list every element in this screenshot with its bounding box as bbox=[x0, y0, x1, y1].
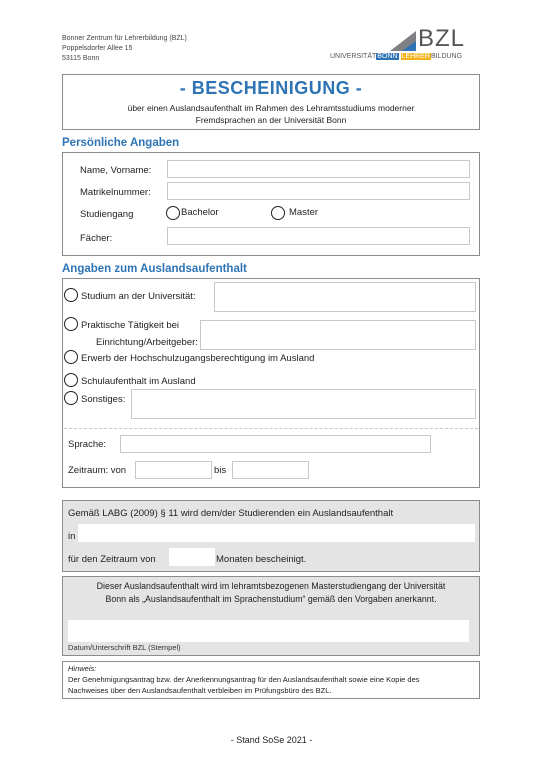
sender-address bbox=[62, 34, 187, 64]
logo-bonn: BONN bbox=[377, 53, 398, 60]
note-heading: Hinweis: bbox=[68, 664, 97, 673]
subtitle-line-1: über einen Auslandsaufenthalt im Rahmen des Lehramtsstudiums moderner bbox=[127, 103, 415, 113]
studiengang-label: Studiengang bbox=[80, 209, 134, 220]
praktisch-radio[interactable] bbox=[64, 317, 78, 331]
bachelor-radio[interactable] bbox=[166, 206, 180, 220]
zeitraum-label: Zeitraum: von bbox=[68, 465, 127, 476]
erwerb-radio[interactable] bbox=[64, 350, 78, 364]
zeitraum-bis-field[interactable] bbox=[232, 461, 309, 479]
logo-uni: UNIVERSITÄT bbox=[330, 53, 377, 60]
footer-stand: - Stand SoSe 2021 - bbox=[230, 735, 313, 745]
name-field[interactable] bbox=[167, 160, 470, 178]
faecher-label: Fächer: bbox=[80, 233, 113, 244]
matrikel-field[interactable] bbox=[167, 182, 470, 200]
zeitraum-von-field[interactable] bbox=[135, 461, 212, 479]
labg-months-field[interactable] bbox=[169, 548, 215, 566]
master-radio[interactable] bbox=[271, 206, 285, 220]
studium-radio[interactable] bbox=[64, 288, 78, 302]
abroad-heading: Angaben zum Auslandsaufenthalt bbox=[62, 263, 247, 275]
signature-label: Datum/Unterschrift BZL (Stempel) bbox=[68, 643, 181, 652]
name-label: Name, Vorname: bbox=[80, 165, 152, 176]
bachelor-label: Bachelor bbox=[181, 207, 219, 218]
praktisch-field[interactable] bbox=[200, 320, 476, 350]
labg-in-field[interactable] bbox=[78, 524, 475, 542]
praktisch-label-2: Einrichtung/Arbeitgeber: bbox=[96, 337, 198, 348]
note-line-1: Der Genehmigungsantrag bzw. der Anerkennungsantrag für den Auslandsaufenthalt sowie eine Kopie des bbox=[68, 675, 420, 684]
sonstiges-radio[interactable] bbox=[64, 391, 78, 405]
sender-line-1: Bonner Zentrum für Lehrerbildung (BZL) bbox=[62, 35, 187, 42]
sender-line-2: Poppelsdorfer Allee 15 bbox=[62, 45, 133, 52]
title-subtitle bbox=[63, 102, 479, 126]
logo-wordmark bbox=[330, 53, 462, 60]
labg-monate-label: Monaten bescheinigt. bbox=[216, 554, 307, 565]
master-text-line-2: Bonn als „Auslandsaufenthalt im Sprachenstudium“ gemäß den Vorgaben anerkannt. bbox=[105, 594, 437, 604]
praktisch-label-1: Praktische Tätigkeit bei bbox=[81, 320, 180, 331]
sprache-field[interactable] bbox=[120, 435, 431, 453]
bzl-logo bbox=[330, 27, 490, 67]
faecher-field[interactable] bbox=[167, 227, 470, 245]
studium-label: Studium an der Universität: bbox=[81, 291, 196, 302]
master-text-line-1: Dieser Auslandsaufenthalt wird im lehramtsbezogenen Masterstudiengang der Universität bbox=[96, 581, 446, 591]
schul-radio[interactable] bbox=[64, 373, 78, 387]
labg-in-label: in bbox=[68, 531, 76, 542]
sonstiges-label: Sonstiges: bbox=[81, 394, 126, 405]
bis-label: bis bbox=[214, 465, 227, 476]
labg-text: Gemäß LABG (2009) § 11 wird dem/der Studierenden ein Auslandsaufenthalt bbox=[68, 508, 394, 519]
personal-heading: Persönliche Angaben bbox=[62, 137, 180, 149]
note-text bbox=[68, 663, 420, 696]
erwerb-label: Erwerb der Hochschulzugangsberechtigung im Ausland bbox=[81, 353, 315, 364]
sender-line-3: 53115 Bonn bbox=[62, 55, 100, 62]
master-label: Master bbox=[289, 207, 319, 218]
logo-bildung: BILDUNG bbox=[430, 53, 463, 60]
subtitle-line-2: Fremdsprachen an der Universität Bonn bbox=[195, 115, 347, 125]
labg-zeitraum-label: für den Zeitraum von bbox=[68, 554, 156, 565]
title-box bbox=[62, 74, 480, 130]
sprache-label: Sprache: bbox=[68, 439, 107, 450]
matrikel-label: Matrikelnummer: bbox=[80, 187, 151, 198]
sonstiges-field[interactable] bbox=[131, 389, 476, 419]
logo-abbr: BZL bbox=[418, 25, 466, 52]
studium-field[interactable] bbox=[214, 282, 476, 312]
divider bbox=[64, 428, 478, 429]
bzl-logo-mark bbox=[330, 27, 490, 67]
schul-label: Schulaufenthalt im Ausland bbox=[81, 376, 196, 387]
logo-lehrer: LEHRER bbox=[401, 53, 430, 60]
page-title: - BESCHEINIGUNG - bbox=[179, 78, 363, 98]
signature-field[interactable] bbox=[68, 620, 469, 642]
master-text bbox=[62, 580, 480, 606]
note-line-2: Nachweises über den Auslandsaufenthalt verbleiben im Prüfungsbüro des BZL. bbox=[68, 686, 332, 695]
